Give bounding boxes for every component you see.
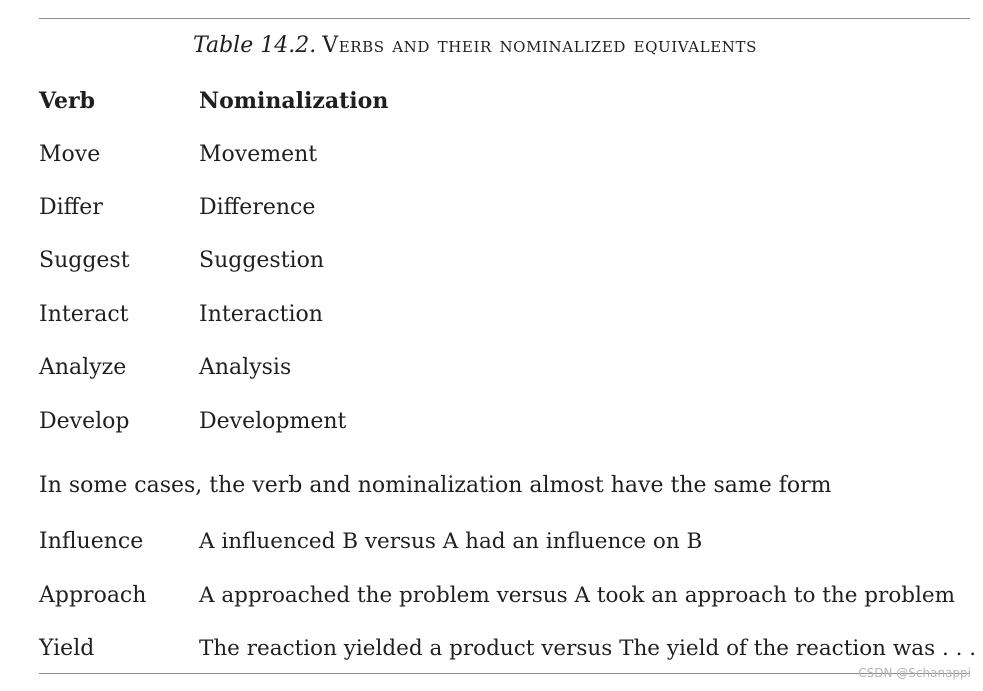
header-verb: Verb <box>39 88 96 114</box>
table-row <box>39 407 970 437</box>
verb-cell: Develop <box>39 409 130 434</box>
verb-cell: Differ <box>39 195 103 220</box>
same-form-note: In some cases, the verb and nominalization almost have the same form <box>39 473 832 498</box>
watermark: CSDN @Schanappi <box>858 666 971 680</box>
nominalization-cell: Suggestion <box>199 248 325 273</box>
top-rule <box>39 18 970 19</box>
verb-cell: Move <box>39 142 101 167</box>
table-row <box>39 300 970 330</box>
table-row <box>39 246 970 276</box>
table-row <box>39 140 970 170</box>
example-sentence: A influenced B versus A had an influence on B <box>199 529 703 554</box>
verb-cell: Analyze <box>39 355 127 380</box>
example-verb: Yield <box>39 636 95 661</box>
bottom-rule <box>39 673 970 674</box>
table-header-row <box>39 86 970 116</box>
example-row <box>39 527 970 557</box>
verb-cell: Suggest <box>39 248 130 273</box>
table-caption <box>193 33 757 58</box>
example-sentence: A approached the problem versus A took an approach to the problem <box>199 583 956 608</box>
example-verb: Approach <box>39 583 147 608</box>
nominalization-cell: Movement <box>199 142 318 167</box>
table-row <box>39 193 970 223</box>
verb-cell: Interact <box>39 302 129 327</box>
table-number: Table 14.2. <box>193 33 317 58</box>
example-row <box>39 581 970 611</box>
header-nominalization: Nominalization <box>199 88 389 114</box>
example-verb: Influence <box>39 529 144 554</box>
nominalization-cell: Interaction <box>199 302 323 327</box>
nominalization-cell: Difference <box>199 195 316 220</box>
table-title: Verbs and their nominalized equivalents <box>322 33 757 58</box>
example-sentence: The reaction yielded a product versus The yield of the reaction was . . . <box>199 636 977 661</box>
example-row <box>39 634 977 664</box>
table-row <box>39 353 970 383</box>
nominalization-cell: Development <box>199 409 347 434</box>
nominalization-cell: Analysis <box>199 355 292 380</box>
